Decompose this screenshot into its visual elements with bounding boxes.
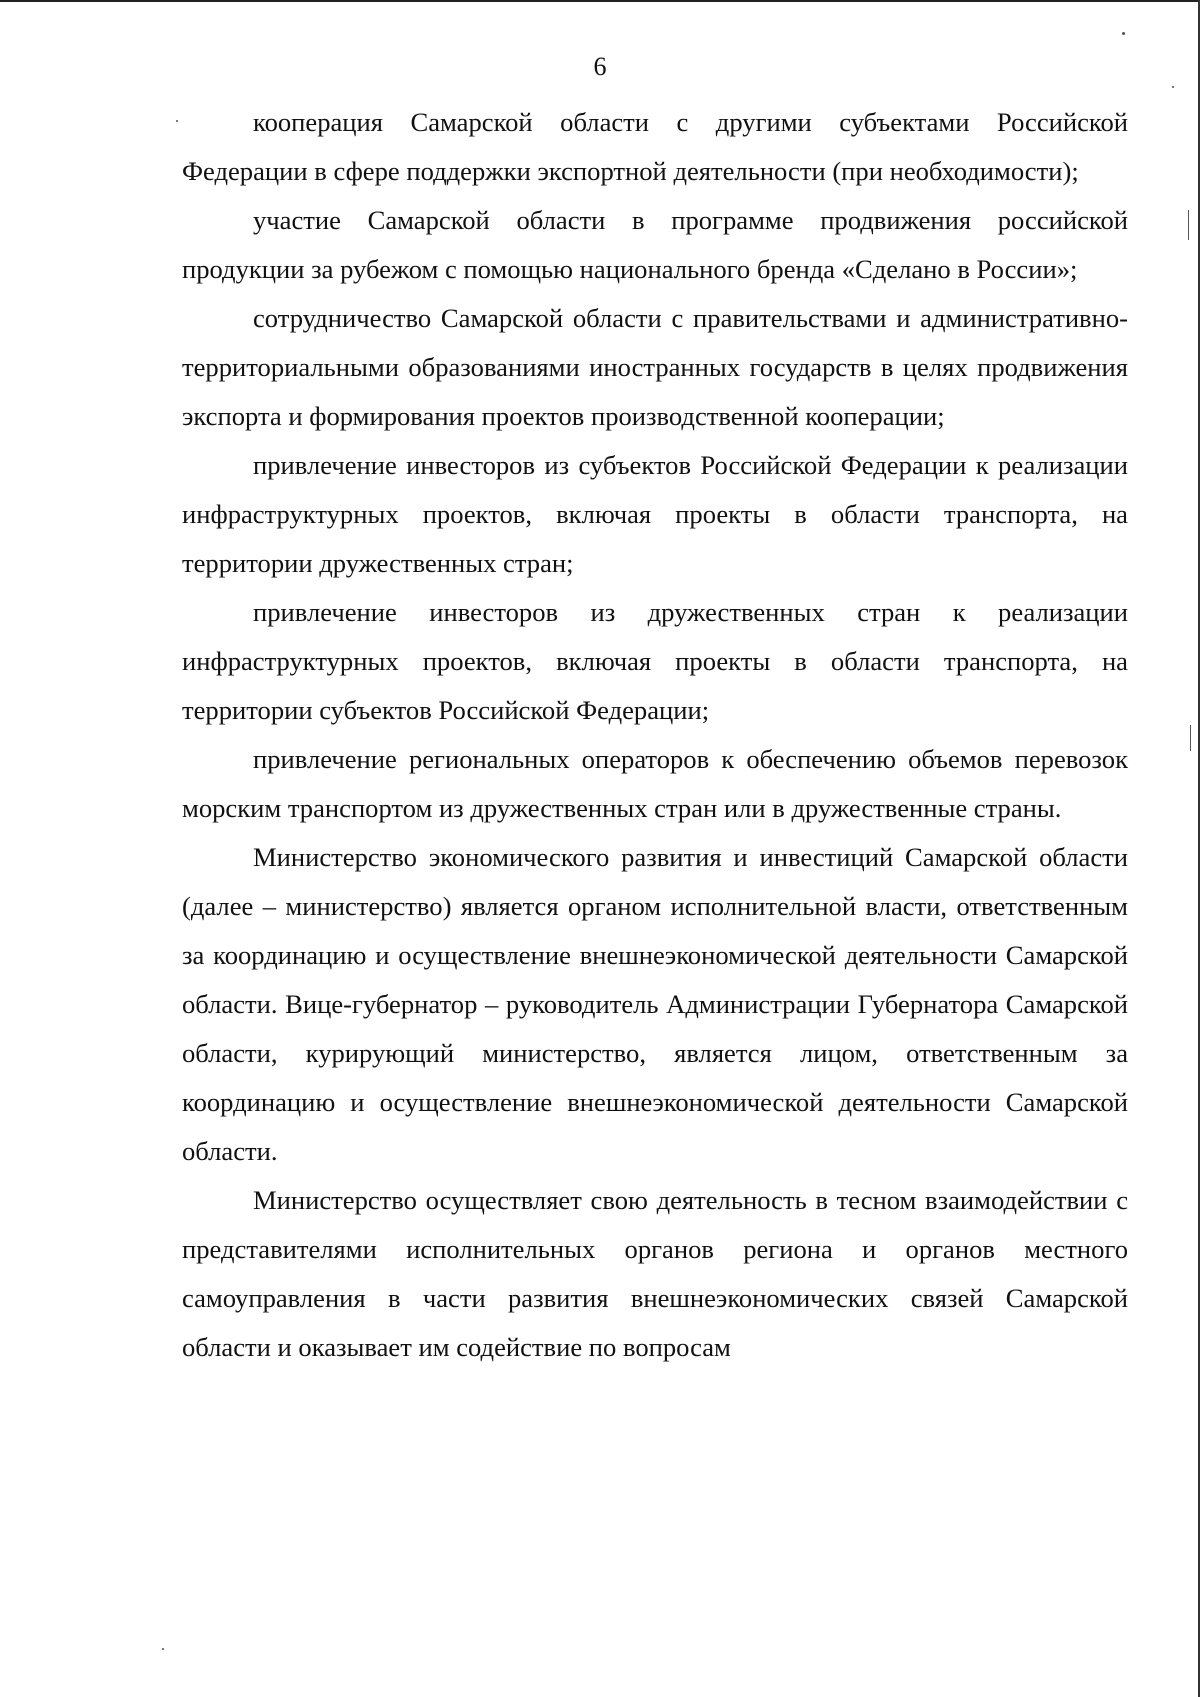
paragraph: сотрудничество Самарской области с правительствами и административно-территориальными образованиями иностранных государств в целях продвижения экспорта и формирования проектов производственной кооперации; — [182, 303, 1128, 431]
scan-speck — [1188, 210, 1189, 240]
paragraph: Министерство осуществляет свою деятельность в тесном взаимодействии с представителями исполнительных органов региона и органов местного самоуправления в части развития внешнеэкономических связей Самарской области и оказывает им содействие по вопросам — [182, 1185, 1128, 1362]
paragraph: привлечение инвесторов из дружественных стран к реализации инфраструктурных проектов, включая проекты в области транспорта, на территории субъектов Российской Федерации; — [182, 597, 1128, 725]
document-body — [182, 98, 1128, 1372]
scan-speck — [176, 120, 178, 122]
scan-speck — [1190, 725, 1191, 751]
paragraph: Министерство экономического развития и инвестиций Самарской области (далее – министерство) является органом исполнительной власти, ответственным за координацию и осуществление внешнеэкономической деятельности Самарской области. Вице-губернатор – руководитель Администрации Губернатора Самарской области, курирующий министерство, является лицом, ответственным за координацию и осуществление внешнеэкономической деятельности Самарской области. — [182, 842, 1128, 1166]
paragraph: участие Самарской области в программе продвижения российской продукции за рубежом с помощью национального бренда «Сделано в России»; — [182, 205, 1128, 284]
scan-speck — [162, 1648, 164, 1650]
scan-speck — [1122, 32, 1125, 35]
paragraph: привлечение инвесторов из субъектов Российской Федерации к реализации инфраструктурных проектов, включая проекты в области транспорта, на территории дружественных стран; — [182, 450, 1128, 578]
page-number: 6 — [593, 52, 607, 81]
paragraph: кооперация Самарской области с другими субъектами Российской Федерации в сфере поддержки экспортной деятельности (при необходимости); — [182, 107, 1128, 186]
scan-speck — [1172, 86, 1174, 88]
scan-top-edge — [0, 0, 1200, 2]
paragraph: привлечение региональных операторов к обеспечению объемов перевозок морским транспортом из дружественных стран или в дружественные страны. — [182, 744, 1128, 823]
